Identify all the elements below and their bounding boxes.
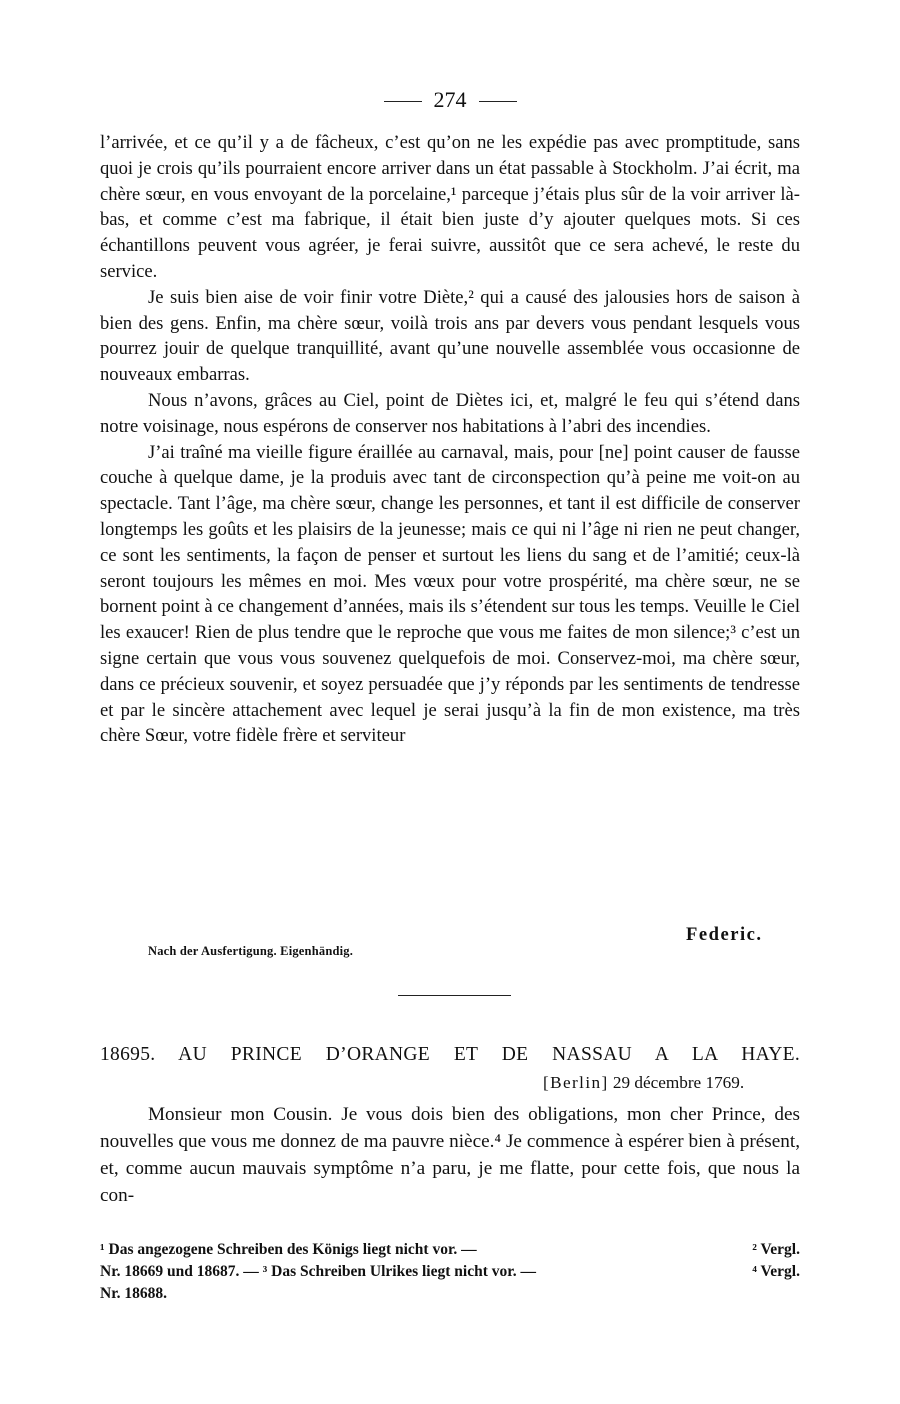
letter-paragraph: Monsieur mon Cousin. Je vous dois bien des obligations, mon cher Prince, des nouvelles que vous me donnez de ma pauvre nièce.⁴ Je commence à espérer bien à présent, et, comme aucun mauvais symptôme n’a paru, je me flatte, pour cette fois, que nous la con-: [100, 1104, 800, 1206]
second-letter-body: [100, 1101, 800, 1209]
letter-body: [100, 130, 800, 749]
page-number: 274: [433, 87, 467, 112]
letter-paragraph: Je suis bien aise de voir finir votre Diète,² qui a causé des jalousies hors de saison à bien des gens. Enfin, ma chère sœur, voilà trois ans par devers vous pendant lesquels vous pourrez jouir de quelque tranquillité, avant qu’une nouvelle assemblée vous occasionne de nouveaux embarras.: [100, 286, 800, 386]
footnote-line: Nr. 18688.: [100, 1285, 168, 1302]
footnote-text: ⁴ Vergl.: [752, 1263, 800, 1280]
footnote-line: [100, 1261, 800, 1283]
dateline: [543, 1073, 744, 1093]
letter-paragraph: Nous n’avons, grâces au Ciel, point de Diètes ici, et, malgré le feu qui s’étend dans notre voisinage, nous espérons de conserver nos habitations à l’abri des incendies.: [100, 389, 800, 437]
page-number-header: [0, 86, 900, 114]
source-note: Nach der Ausfertigung. Eigenhändig.: [148, 944, 354, 958]
dateline-date: 29 décembre 1769.: [612, 1073, 745, 1092]
header-dash-left: [384, 101, 422, 102]
letter-paragraph: l’arrivée, et ce qu’il y a de fâcheux, c’est qu’on ne les expédie pas avec promptitude, sans quoi je crois qu’ils pourraient encore arriver dans un état passable à Stockholm. J’ai écrit, ma chère sœur, en vous envoyant de la porcelaine,¹ parceque j’étais plus sûr de la voir arriver là-bas, et comme c’est ma fabrique, il était bien juste d’y ajouter quelques mots. Si ces échantillons peuvent vous agréer, je ferai suivre, aussitôt que ce sera achevé, le reste du service.: [100, 132, 800, 282]
footnote-text: Nr. 18669 und 18687. — ³ Das Schreiben Ulrikes liegt nicht vor. —: [100, 1263, 536, 1280]
dateline-place: [Berlin]: [543, 1073, 609, 1092]
footnotes: [100, 1239, 800, 1305]
letter-heading: 18695. AU PRINCE D’ORANGE ET DE NASSAU A LA HAYE.: [100, 1044, 800, 1065]
footnote-line: [100, 1239, 800, 1261]
section-divider: [398, 995, 511, 996]
footnote-text: ¹ Das angezogene Schreiben des Königs liegt nicht vor. —: [100, 1241, 477, 1258]
signature: Federic.: [686, 924, 763, 945]
letter-paragraph: J’ai traîné ma vieille figure éraillée au carnaval, mais, pour [ne] point causer de fausse couche à quelque dame, je la produis avec tant de circonspection qu’à peine me voit-on au spectacle. Tant l’âge, ma chère sœur, change les personnes, et tant il est difficile de conserver longtemps les goûts et les plaisirs de la jeunesse; mais ce qui ni l’âge ni rien ne peut changer, ce sont les sentiments, la façon de penser et surtout les liens du sang et de l’amitié; ceux-là seront toujours les mêmes en moi. Mes vœux pour votre prospérité, ma chère sœur, ne se bornent point à ce changement d’années, mais ils s’étendent sur tous les temps. Veuille le Ciel les exaucer! Rien de plus tendre que le reproche que vous me faites de mon silence;³ c’est un signe certain que vous vous souvenez quelquefois de moi. Conservez-moi, ma chère sœur, dans ce précieux souvenir, et soyez persuadée que j’y réponds par les sentiments de tendresse et par le sincère attachement avec lequel je serai jusqu’à la fin de mon existence, ma très chère Sœur, votre fidèle frère et serviteur: [100, 441, 800, 747]
header-dash-right: [479, 101, 517, 102]
footnote-text: ² Vergl.: [752, 1241, 800, 1258]
